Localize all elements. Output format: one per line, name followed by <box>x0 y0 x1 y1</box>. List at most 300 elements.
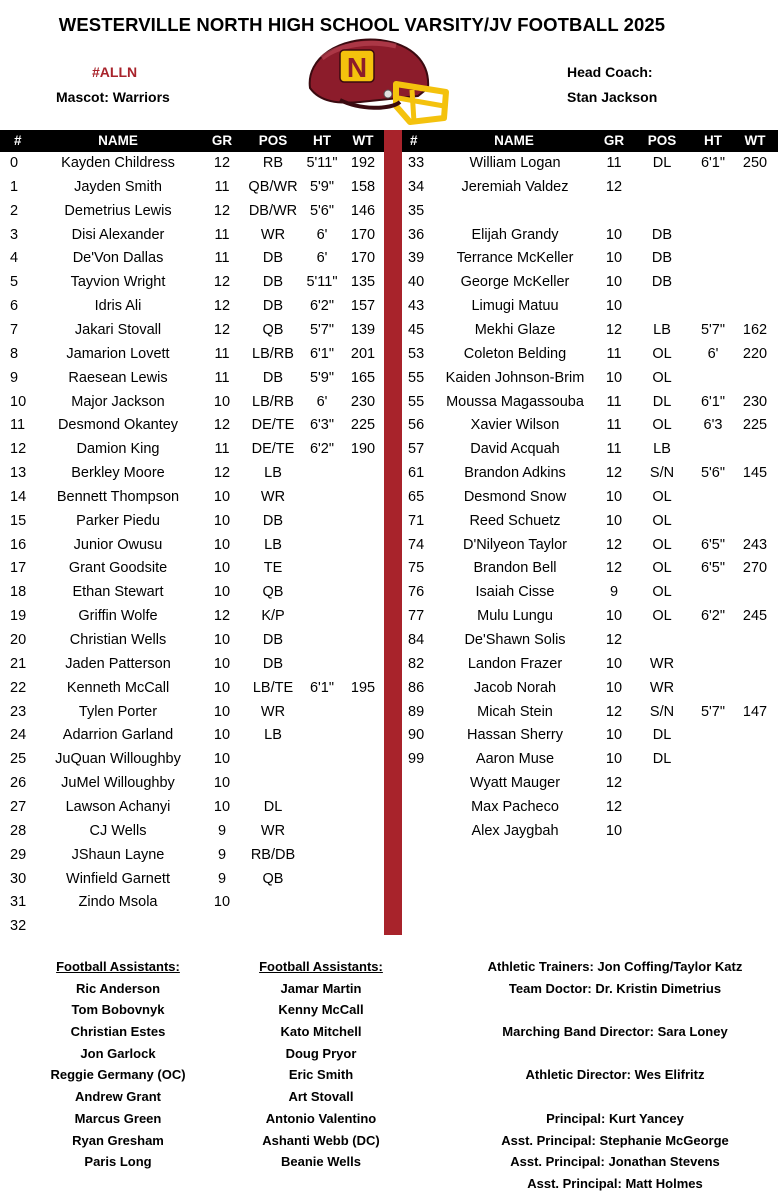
staff-line <box>460 1086 770 1108</box>
staff-line: Asst. Principal: Matt Holmes <box>527 1175 703 1191</box>
cell-name: Terrance McKeller <box>456 250 574 267</box>
cell-num: 17 <box>10 560 27 577</box>
cell-pos: QB/WR <box>248 178 298 195</box>
cell-ht: 6'2" <box>309 298 335 315</box>
cell-gr: 10 <box>213 751 231 768</box>
cell-gr: 10 <box>213 488 231 505</box>
cell-pos: LB <box>264 465 282 482</box>
cell-name: Desmond Okantey <box>57 417 179 434</box>
cell-gr: 10 <box>213 632 231 648</box>
cell-ht: 6'1" <box>309 345 335 362</box>
cell-gr: 11 <box>214 178 230 195</box>
cell-name: William Logan <box>469 155 561 171</box>
cell-name: Elijah Grandy <box>471 226 559 243</box>
cell-gr: 9 <box>217 822 227 839</box>
staff-column-3 <box>460 956 770 1195</box>
cell-gr: 10 <box>605 274 623 291</box>
cell-num: 86 <box>408 679 425 696</box>
cell-name: Mulu Lungu <box>477 608 553 625</box>
table-row <box>0 247 778 271</box>
page-title: WESTERVILLE NORTH HIGH SCHOOL VARSITY/JV FOOTBALL 2025 <box>58 14 666 35</box>
cell-name: Disi Alexander <box>71 226 165 243</box>
cell-pos: WR <box>260 822 286 839</box>
cell-num: 5 <box>10 274 19 291</box>
cell-num: 4 <box>10 250 19 267</box>
cell-gr: 11 <box>214 345 230 362</box>
cell-name: Reed Schuetz <box>469 512 561 529</box>
header-num: # <box>410 133 418 148</box>
table-row <box>0 772 778 796</box>
cell-num: 56 <box>408 417 425 434</box>
cell-num: 20 <box>10 632 27 648</box>
cell-gr: 10 <box>213 775 231 792</box>
cell-name: Jamarion Lovett <box>66 345 170 362</box>
cell-gr: 10 <box>213 798 231 815</box>
table-row <box>0 391 778 415</box>
cell-pos: K/P <box>261 608 285 625</box>
cell-num: 18 <box>10 584 27 601</box>
cell-pos: DB <box>651 226 673 243</box>
cell-name: De'Shawn Solis <box>464 632 566 648</box>
cell-pos: DB <box>651 250 673 267</box>
cell-wt: 270 <box>742 560 768 577</box>
hashtag: #ALLN <box>92 64 138 80</box>
cell-name: David Acquah <box>470 441 560 458</box>
cell-num: 11 <box>10 417 26 434</box>
cell-wt: 146 <box>350 202 376 219</box>
cell-wt: 157 <box>350 298 376 315</box>
helmet-logo-letter: N <box>346 52 368 83</box>
cell-pos: OL <box>652 560 672 577</box>
staff-line: Ryan Gresham <box>72 1132 164 1148</box>
table-row <box>0 796 778 820</box>
cell-pos: LB/TE <box>252 679 294 696</box>
cell-num: 22 <box>10 679 27 696</box>
cell-name: Coleton Belding <box>463 345 567 362</box>
cell-gr: 10 <box>605 298 623 315</box>
cell-num: 6 <box>10 298 19 315</box>
cell-gr: 12 <box>605 632 623 648</box>
staff-line: Asst. Principal: Stephanie McGeorge <box>501 1132 729 1148</box>
cell-name: Limugi Matuu <box>471 298 559 315</box>
cell-name: Brandon Adkins <box>464 465 566 482</box>
cell-name: Zindo Msola <box>78 894 158 911</box>
cell-gr: 12 <box>213 608 231 625</box>
header-name: NAME <box>494 133 534 148</box>
cell-num: 39 <box>408 250 425 267</box>
cell-gr: 12 <box>213 155 231 171</box>
table-row <box>0 343 778 367</box>
cell-ht: 5'7" <box>700 703 726 720</box>
cell-pos: WR <box>649 679 675 696</box>
cell-name: Isaiah Cisse <box>475 584 555 601</box>
cell-name: Alex Jaygbah <box>471 822 559 839</box>
cell-wt: 230 <box>742 393 768 410</box>
staff-line <box>460 1043 770 1065</box>
cell-ht: 6'5" <box>700 560 726 577</box>
table-row <box>0 724 778 748</box>
cell-num: 7 <box>10 321 19 338</box>
cell-num: 1 <box>10 178 19 195</box>
cell-pos: QB <box>262 584 284 601</box>
staff-line: Jamar Martin <box>280 980 362 996</box>
cell-num: 15 <box>10 512 27 529</box>
cell-num: 27 <box>10 798 27 815</box>
cell-pos: DB <box>262 369 284 386</box>
cell-name: Raesean Lewis <box>68 369 168 386</box>
cell-wt: 195 <box>350 679 376 696</box>
header-wt: WT <box>352 133 374 148</box>
header-pos: POS <box>647 133 677 148</box>
cell-name: Jaden Patterson <box>65 655 171 672</box>
table-row <box>0 271 778 295</box>
cell-pos: OL <box>652 369 672 386</box>
cell-num: 26 <box>10 775 27 792</box>
cell-gr: 10 <box>213 679 231 696</box>
cell-wt: 245 <box>742 608 768 625</box>
cell-gr: 9 <box>217 870 227 887</box>
header-ht: HT <box>704 133 722 148</box>
cell-wt: 139 <box>350 321 376 338</box>
cell-num: 84 <box>408 632 425 648</box>
cell-num: 33 <box>408 155 425 171</box>
cell-name: Moussa Magassouba <box>446 393 584 410</box>
cell-gr: 10 <box>605 226 623 243</box>
cell-wt: 145 <box>742 465 768 482</box>
cell-gr: 11 <box>214 226 230 243</box>
table-row <box>0 629 778 653</box>
cell-name: JuMel Willoughby <box>61 775 175 792</box>
cell-name: Berkley Moore <box>71 465 165 482</box>
cell-name: Desmond Snow <box>463 488 567 505</box>
staff-header: Football Assistants: <box>259 959 383 974</box>
table-row <box>0 367 778 391</box>
head-coach-label: Head Coach: <box>567 64 653 80</box>
cell-pos: DB <box>262 250 284 267</box>
header-ht: HT <box>313 133 331 148</box>
cell-gr: 10 <box>605 608 623 625</box>
staff-column-2 <box>230 956 412 1173</box>
cell-num: 31 <box>10 894 27 911</box>
cell-pos: S/N <box>649 703 675 720</box>
cell-gr: 10 <box>213 894 231 911</box>
head-coach-name: Stan Jackson <box>567 89 658 105</box>
cell-wt: 147 <box>742 703 768 720</box>
table-row <box>0 414 778 438</box>
cell-num: 32 <box>10 918 27 935</box>
cell-num: 71 <box>408 512 425 529</box>
cell-gr: 11 <box>606 393 622 410</box>
cell-name: Damion King <box>76 441 160 458</box>
cell-num: 16 <box>10 536 27 553</box>
cell-pos: DL <box>652 155 672 171</box>
cell-name: Kenneth McCall <box>66 679 170 696</box>
cell-pos: TE <box>263 560 283 577</box>
cell-ht: 6'2" <box>309 441 335 458</box>
cell-ht: 6'1" <box>700 155 726 171</box>
header-pos: POS <box>258 133 288 148</box>
cell-gr: 12 <box>605 560 623 577</box>
cell-gr: 10 <box>213 584 231 601</box>
table-row <box>0 701 778 725</box>
staff-line: Art Stovall <box>288 1089 354 1105</box>
mascot-label: Mascot: Warriors <box>56 89 170 105</box>
cell-pos: QB <box>262 870 284 887</box>
cell-wt: 165 <box>350 369 376 386</box>
cell-pos: OL <box>652 536 672 553</box>
cell-ht: 6' <box>316 226 328 243</box>
staff-line <box>460 999 770 1021</box>
cell-ht: 6' <box>316 250 328 267</box>
cell-name: Max Pacheco <box>471 798 559 815</box>
cell-gr: 12 <box>605 703 623 720</box>
table-row <box>0 510 778 534</box>
cell-num: 24 <box>10 727 27 744</box>
cell-pos: DB <box>262 655 284 672</box>
staff-line: Principal: Kurt Yancey <box>546 1110 684 1126</box>
table-row <box>0 152 778 176</box>
cell-name: JuQuan Willoughby <box>55 751 181 768</box>
cell-pos: DB <box>651 274 673 291</box>
cell-name: Kaiden Johnson-Brim <box>445 369 585 386</box>
cell-num: 35 <box>408 202 425 219</box>
cell-pos: DB/WR <box>248 202 298 219</box>
cell-gr: 11 <box>606 345 622 362</box>
staff-line: Antonio Valentino <box>265 1110 377 1126</box>
cell-gr: 12 <box>213 321 231 338</box>
cell-pos: LB/RB <box>252 345 294 362</box>
cell-ht: 6' <box>316 393 328 410</box>
staff-line: Reggie Germany (OC) <box>50 1067 186 1083</box>
cell-pos: DL <box>652 751 672 768</box>
cell-pos: RB <box>262 155 284 171</box>
staff-line: Asst. Principal: Jonathan Stevens <box>510 1154 720 1170</box>
cell-name: Wyatt Mauger <box>469 775 561 792</box>
cell-num: 75 <box>408 560 425 577</box>
cell-num: 90 <box>408 727 425 744</box>
cell-pos: DL <box>652 393 672 410</box>
table-row <box>0 844 778 868</box>
cell-ht: 6'1" <box>309 679 335 696</box>
cell-name: D'Nilyeon Taylor <box>462 536 568 553</box>
cell-name: Adarrion Garland <box>62 727 174 744</box>
cell-gr: 12 <box>213 417 231 434</box>
table-row <box>0 224 778 248</box>
cell-gr: 10 <box>605 822 623 839</box>
cell-gr: 11 <box>606 441 622 458</box>
table-row <box>0 915 778 939</box>
cell-name: Grant Goodsite <box>68 560 168 577</box>
cell-name: Demetrius Lewis <box>64 202 172 219</box>
cell-gr: 10 <box>213 512 231 529</box>
cell-num: 55 <box>408 393 425 410</box>
staff-line: Beanie Wells <box>281 1154 361 1170</box>
cell-name: Tayvion Wright <box>70 274 166 291</box>
table-row <box>0 176 778 200</box>
cell-ht: 5'9" <box>309 369 335 386</box>
header-name: NAME <box>98 133 138 148</box>
cell-ht: 5'9" <box>309 178 335 195</box>
cell-num: 2 <box>10 202 19 219</box>
cell-pos: LB <box>264 536 282 553</box>
cell-num: 57 <box>408 441 425 458</box>
cell-num: 65 <box>408 488 425 505</box>
cell-pos: DL <box>263 798 283 815</box>
staff-line: Ric Anderson <box>75 980 161 996</box>
cell-gr: 12 <box>605 536 623 553</box>
cell-name: Tylen Porter <box>78 703 158 720</box>
cell-wt: 225 <box>742 417 768 434</box>
cell-name: CJ Wells <box>89 822 147 839</box>
cell-gr: 10 <box>213 655 231 672</box>
cell-name: Kayden Childress <box>61 155 175 171</box>
staff-line: Christian Estes <box>70 1024 166 1040</box>
cell-num: 25 <box>10 751 27 768</box>
cell-ht: 6'2" <box>700 608 726 625</box>
staff-header: Football Assistants: <box>56 959 180 974</box>
table-row <box>0 534 778 558</box>
cell-name: Ethan Stewart <box>72 584 164 601</box>
cell-pos: WR <box>260 488 286 505</box>
cell-pos: OL <box>652 417 672 434</box>
cell-num: 30 <box>10 870 27 887</box>
cell-gr: 10 <box>605 250 623 267</box>
cell-gr: 11 <box>214 250 230 267</box>
cell-gr: 10 <box>213 560 231 577</box>
cell-name: Mekhi Glaze <box>474 321 556 338</box>
cell-num: 61 <box>408 465 425 482</box>
cell-wt: 250 <box>742 155 768 171</box>
cell-num: 29 <box>10 846 27 863</box>
header-gr: GR <box>211 133 233 148</box>
cell-pos: DE/TE <box>251 441 295 458</box>
cell-num: 14 <box>10 488 27 505</box>
cell-num: 8 <box>10 345 19 362</box>
cell-pos: OL <box>652 512 672 529</box>
cell-gr: 12 <box>605 178 623 195</box>
cell-pos: OL <box>652 345 672 362</box>
cell-num: 77 <box>408 608 425 625</box>
cell-ht: 5'7" <box>309 321 335 338</box>
cell-pos: RB/DB <box>250 846 296 863</box>
cell-gr: 11 <box>606 155 622 171</box>
cell-gr: 12 <box>213 274 231 291</box>
cell-gr: 12 <box>605 465 623 482</box>
cell-name: Christian Wells <box>69 632 167 648</box>
cell-pos: DB <box>262 632 284 648</box>
cell-name: JShaun Layne <box>71 846 165 863</box>
cell-wt: 190 <box>350 441 376 458</box>
cell-num: 34 <box>408 178 425 195</box>
cell-num: 55 <box>408 369 425 386</box>
cell-num: 74 <box>408 536 425 553</box>
cell-ht: 5'6" <box>700 465 726 482</box>
cell-name: Hassan Sherry <box>467 727 563 744</box>
cell-num: 0 <box>10 155 19 171</box>
cell-ht: 5'11" <box>306 155 338 171</box>
cell-gr: 10 <box>605 679 623 696</box>
staff-line: Marcus Green <box>74 1110 162 1126</box>
table-row <box>0 891 778 915</box>
cell-name: Jakari Stovall <box>74 321 162 338</box>
cell-num: 45 <box>408 321 425 338</box>
cell-ht: 5'6" <box>309 202 335 219</box>
staff-line: Athletic Trainers: Jon Coffing/Taylor Katz <box>487 959 743 974</box>
cell-name: Griffin Wolfe <box>78 608 158 625</box>
cell-gr: 12 <box>213 202 231 219</box>
cell-pos: WR <box>260 226 286 243</box>
cell-gr: 10 <box>213 703 231 720</box>
cell-num: 3 <box>10 226 19 243</box>
cell-pos: DE/TE <box>251 417 295 434</box>
cell-pos: DL <box>652 727 672 744</box>
cell-name: Landon Frazer <box>467 655 563 672</box>
table-row <box>0 653 778 677</box>
cell-gr: 12 <box>605 798 623 815</box>
cell-num: 19 <box>10 608 27 625</box>
cell-pos: LB <box>653 441 671 458</box>
cell-pos: OL <box>652 488 672 505</box>
cell-pos: LB/RB <box>252 393 294 410</box>
cell-pos: LB <box>264 727 282 744</box>
table-row <box>0 605 778 629</box>
header-gr: GR <box>603 133 625 148</box>
header-num: # <box>14 133 22 148</box>
staff-line: Kenny McCall <box>278 1002 364 1018</box>
cell-name: Bennett Thompson <box>56 488 180 505</box>
table-row <box>0 319 778 343</box>
cell-pos: QB <box>262 321 284 338</box>
table-row <box>0 200 778 224</box>
cell-gr: 10 <box>213 393 231 410</box>
staff-column-1 <box>28 956 208 1173</box>
staff-line: Team Doctor: Dr. Kristin Dimetrius <box>508 980 722 996</box>
header-wt: WT <box>744 133 766 148</box>
cell-ht: 6' <box>707 345 719 362</box>
helmet-logo <box>300 36 450 131</box>
cell-wt: 162 <box>742 321 768 338</box>
cell-num: 13 <box>10 465 27 482</box>
cell-wt: 243 <box>742 536 768 553</box>
table-row <box>0 557 778 581</box>
table-row <box>0 486 778 510</box>
cell-name: Brandon Bell <box>473 560 557 577</box>
cell-wt: 192 <box>350 155 376 171</box>
table-row <box>0 295 778 319</box>
cell-gr: 11 <box>606 417 622 434</box>
staff-line: Eric Smith <box>288 1067 354 1083</box>
cell-gr: 10 <box>605 512 623 529</box>
cell-name: Parker Piedu <box>76 512 160 529</box>
cell-num: 21 <box>10 655 27 672</box>
cell-name: Aaron Muse <box>475 751 555 768</box>
cell-name: De'Von Dallas <box>72 250 164 267</box>
cell-name: George McKeller <box>460 274 570 291</box>
cell-ht: 6'3" <box>309 417 335 434</box>
cell-pos: DB <box>262 274 284 291</box>
cell-gr: 12 <box>213 298 231 315</box>
cell-num: 10 <box>10 393 27 410</box>
cell-name: Junior Owusu <box>73 536 163 553</box>
cell-pos: WR <box>649 655 675 672</box>
cell-name: Jacob Norah <box>473 679 557 696</box>
cell-pos: DB <box>262 512 284 529</box>
cell-wt: 170 <box>350 250 376 267</box>
staff-line: Paris Long <box>84 1154 152 1170</box>
cell-ht: 5'7" <box>700 321 726 338</box>
cell-num: 76 <box>408 584 425 601</box>
cell-pos: LB <box>653 321 671 338</box>
